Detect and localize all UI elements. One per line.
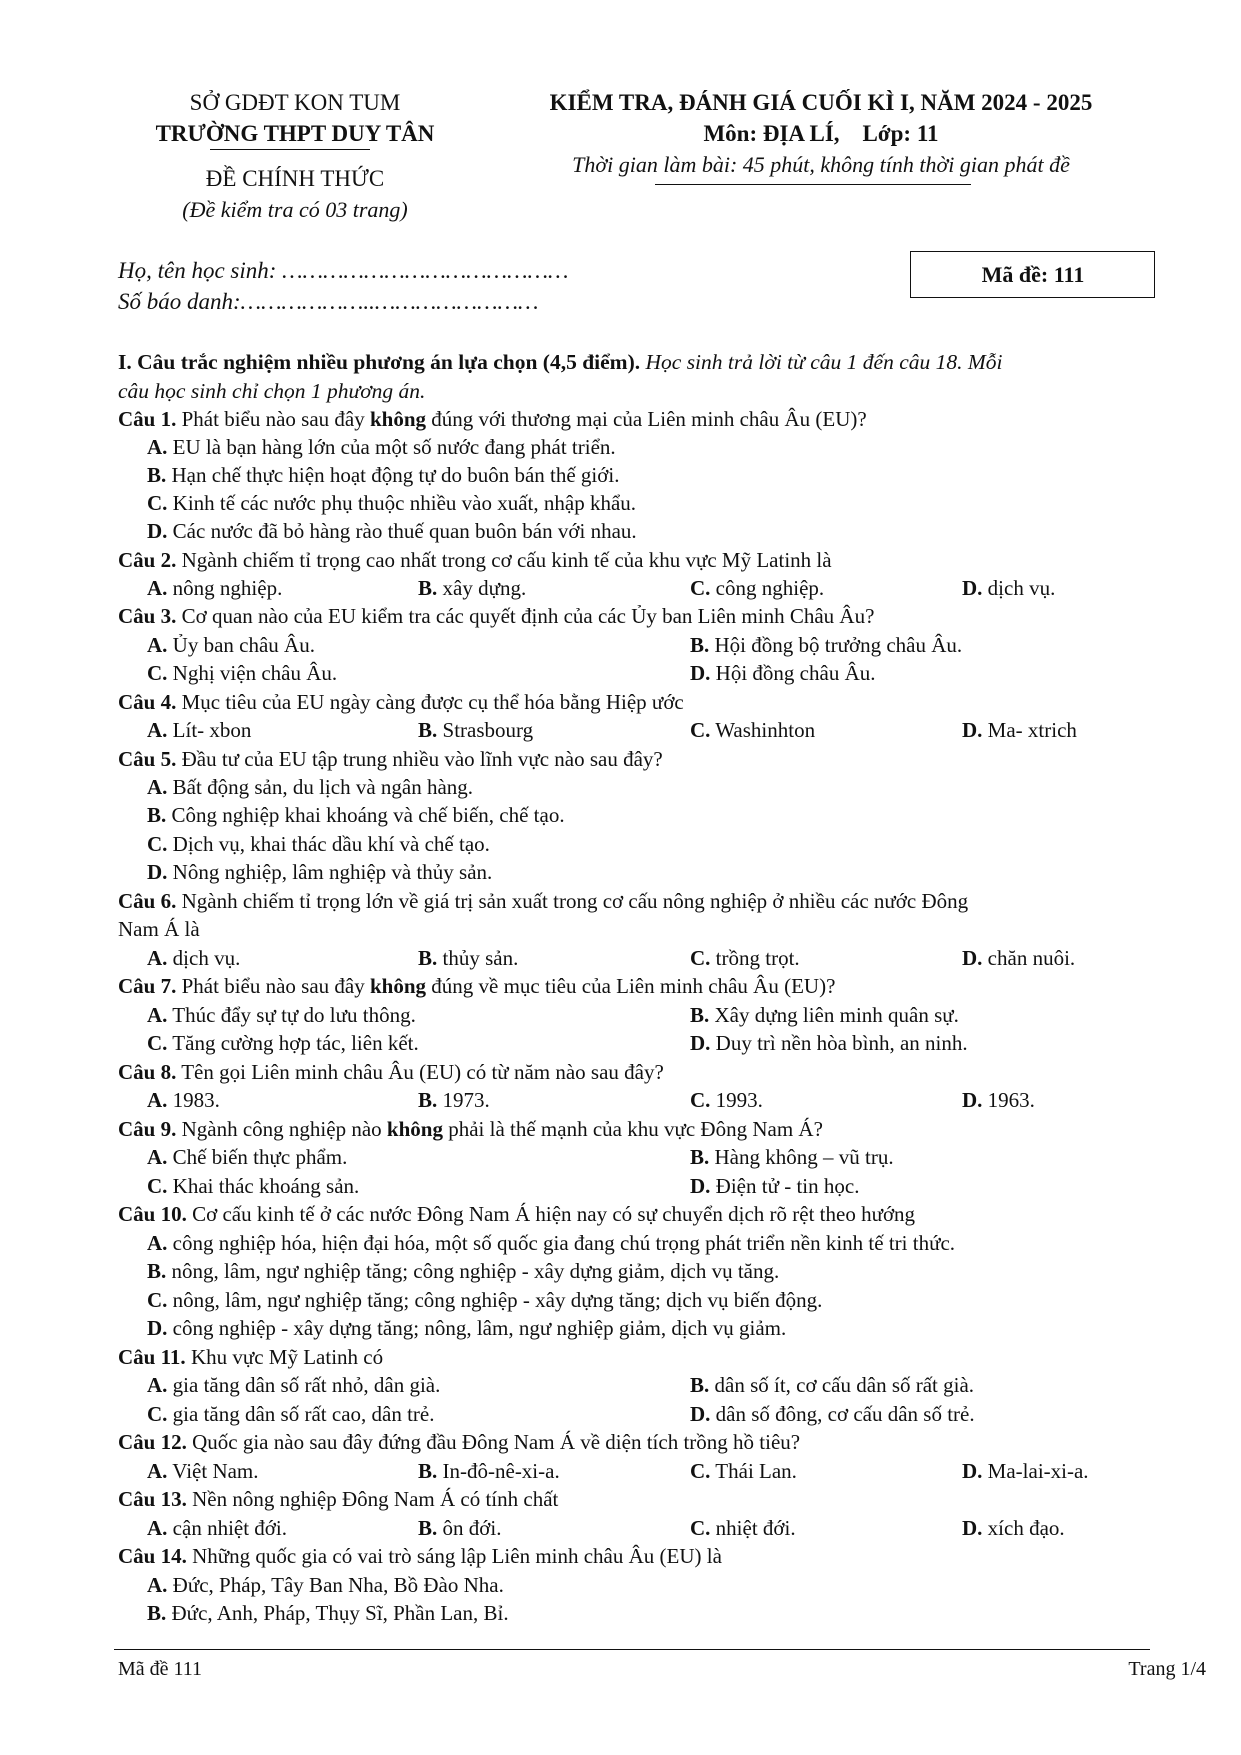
question-number: Câu 9. bbox=[118, 1117, 177, 1141]
option-text: nông, lâm, ngư nghiệp tăng; công nghiệp - xây dựng tăng; dịch vụ biến động. bbox=[172, 1288, 823, 1312]
student-id-field[interactable]: Số báo danh:………………..…………………… bbox=[118, 289, 539, 314]
option-text: nhiệt đới. bbox=[715, 1516, 796, 1540]
question-number: Câu 12. bbox=[118, 1430, 187, 1454]
option-d[interactable] bbox=[962, 1088, 1035, 1112]
option-letter: D. bbox=[147, 519, 168, 543]
option-text: cận nhiệt đới. bbox=[172, 1516, 287, 1540]
option-text: Công nghiệp khai khoáng và chế biến, chế tạo. bbox=[171, 803, 565, 827]
question-11 bbox=[118, 1345, 383, 1369]
option-letter: C. bbox=[690, 1516, 711, 1540]
option-text: Hội đồng bộ trưởng châu Âu. bbox=[714, 633, 963, 657]
option-text: Việt Nam. bbox=[172, 1459, 259, 1483]
school-underline bbox=[210, 149, 370, 150]
option-d[interactable] bbox=[147, 1316, 786, 1340]
option-text: trồng trọt. bbox=[715, 946, 800, 970]
footer-page-number: Trang 1/4 bbox=[1128, 1658, 1206, 1680]
option-d[interactable] bbox=[962, 946, 1075, 970]
question-text: phải là thế mạnh của khu vực Đông Nam Á? bbox=[442, 1117, 823, 1141]
option-text: Chế biến thực phẩm. bbox=[172, 1145, 348, 1169]
option-b[interactable] bbox=[147, 1259, 779, 1283]
option-letter: B. bbox=[418, 576, 438, 600]
option-text: Strasbourg bbox=[442, 718, 534, 742]
option-letter: A. bbox=[147, 775, 168, 799]
option-d[interactable] bbox=[690, 1402, 975, 1426]
option-b[interactable] bbox=[147, 803, 565, 827]
option-letter: D. bbox=[147, 1316, 168, 1340]
option-letter: A. bbox=[147, 1088, 168, 1112]
question-text: Khu vực Mỹ Latinh có bbox=[185, 1345, 384, 1369]
option-text: Ủy ban châu Âu. bbox=[172, 633, 315, 657]
option-text: công nghiệp - xây dựng tăng; nông, lâm, ngư nghiệp giảm, dịch vụ giảm. bbox=[172, 1316, 787, 1340]
option-text: Kinh tế các nước phụ thuộc nhiều vào xuất, nhập khẩu. bbox=[172, 491, 637, 515]
question-number: Câu 7. bbox=[118, 974, 177, 998]
subject-line bbox=[496, 121, 1146, 147]
question-number: Câu 13. bbox=[118, 1487, 187, 1511]
department-name: SỞ GDĐT KON TUM bbox=[189, 90, 401, 115]
question-text: Cơ quan nào của EU kiểm tra các quyết định của các Ủy ban Liên minh Châu Âu? bbox=[176, 604, 875, 628]
option-b[interactable] bbox=[418, 946, 518, 970]
option-b[interactable] bbox=[418, 576, 526, 600]
subject-label: Môn: ĐỊA LÍ, bbox=[703, 121, 840, 146]
option-d[interactable] bbox=[147, 860, 492, 884]
option-a[interactable] bbox=[147, 1516, 287, 1540]
option-c[interactable] bbox=[147, 661, 337, 685]
option-c[interactable] bbox=[147, 1288, 822, 1312]
option-letter: C. bbox=[690, 718, 711, 742]
option-text: Hàng không – vũ trụ. bbox=[714, 1145, 894, 1169]
question-number: Câu 5. bbox=[118, 747, 177, 771]
option-letter: B. bbox=[690, 1145, 710, 1169]
option-letter: D. bbox=[962, 1516, 983, 1540]
question-emphasis: không bbox=[369, 407, 427, 431]
option-a[interactable] bbox=[147, 1373, 440, 1397]
option-text: nông, lâm, ngư nghiệp tăng; công nghiệp - xây dựng giảm, dịch vụ tăng. bbox=[171, 1259, 780, 1283]
option-text: 1993. bbox=[715, 1088, 763, 1112]
option-c[interactable] bbox=[147, 1402, 435, 1426]
option-letter: A. bbox=[147, 1231, 168, 1255]
option-text: Tăng cường hợp tác, liên kết. bbox=[172, 1031, 419, 1055]
option-b[interactable] bbox=[418, 1459, 560, 1483]
option-text: 1983. bbox=[172, 1088, 220, 1112]
option-a[interactable] bbox=[147, 1231, 955, 1255]
option-letter: D. bbox=[962, 1459, 983, 1483]
option-d[interactable] bbox=[962, 1459, 1089, 1483]
option-a[interactable] bbox=[147, 1573, 504, 1597]
option-a[interactable] bbox=[147, 1459, 259, 1483]
question-number: Câu 2. bbox=[118, 548, 177, 572]
time-note: Thời gian làm bài: 45 phút, không tính thời gian phát đề bbox=[572, 152, 1070, 177]
option-letter: B. bbox=[147, 803, 167, 827]
question-text: Những quốc gia có vai trò sáng lập Liên minh châu Âu (EU) là bbox=[186, 1544, 722, 1568]
option-c[interactable] bbox=[690, 576, 824, 600]
question-text: Đầu tư của EU tập trung nhiều vào lĩnh vực nào sau đây? bbox=[176, 747, 663, 771]
option-letter: C. bbox=[690, 946, 711, 970]
question-text: Quốc gia nào sau đây đứng đầu Đông Nam Á về diện tích trồng hồ tiêu? bbox=[186, 1430, 801, 1454]
option-text: công nghiệp hóa, hiện đại hóa, một số quốc gia đang chú trọng phát triển nền kinh tế tri thức. bbox=[172, 1231, 956, 1255]
school-name: TRƯỜNG THPT DUY TÂN bbox=[155, 121, 435, 146]
option-text: In-đô-nê-xi-a. bbox=[442, 1459, 560, 1483]
question-8 bbox=[118, 1060, 664, 1084]
option-a[interactable] bbox=[147, 576, 282, 600]
option-a[interactable] bbox=[147, 1088, 220, 1112]
option-letter: C. bbox=[147, 1402, 168, 1426]
grade-label: Lớp: 11 bbox=[862, 121, 939, 146]
option-text: công nghiệp. bbox=[715, 576, 825, 600]
option-text: Hạn chế thực hiện hoạt động tự do buôn bán thế giới. bbox=[171, 463, 620, 487]
option-text: Duy trì nền hòa bình, an ninh. bbox=[715, 1031, 968, 1055]
option-c[interactable] bbox=[690, 1459, 797, 1483]
option-a[interactable] bbox=[147, 1145, 347, 1169]
question-text: Ngành chiếm tỉ trọng lớn về giá trị sản xuất trong cơ cấu nông nghiệp ở nhiều các nước Đông bbox=[176, 889, 969, 913]
option-letter: A. bbox=[147, 435, 168, 459]
option-a[interactable] bbox=[147, 1003, 416, 1027]
question-text: Phát biểu nào sau đây bbox=[176, 407, 370, 431]
option-letter: B. bbox=[147, 1259, 167, 1283]
option-c[interactable] bbox=[147, 491, 636, 515]
section-title: I. Câu trắc nghiệm nhiều phương án lựa chọn (4,5 điểm). bbox=[118, 350, 641, 374]
option-c[interactable] bbox=[147, 832, 490, 856]
footer-exam-code: Mã đề 111 bbox=[118, 1658, 203, 1680]
question-7 bbox=[118, 974, 835, 998]
question-2 bbox=[118, 548, 832, 572]
option-text: Dịch vụ, khai thác dầu khí và chế tạo. bbox=[172, 832, 490, 856]
option-b[interactable] bbox=[690, 1145, 894, 1169]
option-text: Các nước đã bỏ hàng rào thuế quan buôn bán với nhau. bbox=[172, 519, 637, 543]
question-emphasis: không bbox=[386, 1117, 443, 1141]
question-number: Câu 10. bbox=[118, 1202, 187, 1226]
option-letter: A. bbox=[147, 576, 168, 600]
option-letter: D. bbox=[962, 1088, 983, 1112]
question-10 bbox=[118, 1202, 915, 1226]
option-d[interactable] bbox=[690, 1174, 859, 1198]
option-d[interactable] bbox=[690, 1031, 968, 1055]
option-letter: A. bbox=[147, 1373, 168, 1397]
footer-divider bbox=[114, 1649, 1150, 1650]
option-b[interactable] bbox=[147, 1601, 509, 1625]
option-text: Thúc đẩy sự tự do lưu thông. bbox=[172, 1003, 416, 1027]
question-number: Câu 4. bbox=[118, 690, 177, 714]
option-text: chăn nuôi. bbox=[987, 946, 1076, 970]
question-text: Ngành chiếm tỉ trọng cao nhất trong cơ cấu kinh tế của khu vực Mỹ Latinh là bbox=[176, 548, 832, 572]
question-6-cont: Nam Á là bbox=[118, 917, 200, 941]
option-b[interactable] bbox=[690, 633, 962, 657]
option-a[interactable] bbox=[147, 775, 473, 799]
exam-code: Mã đề: 111 bbox=[981, 262, 1085, 287]
question-12 bbox=[118, 1430, 800, 1454]
option-text: thủy sản. bbox=[442, 946, 519, 970]
option-letter: D. bbox=[962, 576, 983, 600]
option-letter: B. bbox=[690, 1003, 710, 1027]
option-letter: B. bbox=[418, 718, 438, 742]
option-text: Ma- xtrich bbox=[987, 718, 1077, 742]
option-text: Đức, Anh, Pháp, Thụy Sĩ, Phần Lan, Bỉ. bbox=[171, 1601, 509, 1625]
option-letter: D. bbox=[147, 860, 168, 884]
question-text: Phát biểu nào sau đây bbox=[176, 974, 370, 998]
question-text: Tên gọi Liên minh châu Âu (EU) có từ năm nào sau đây? bbox=[176, 1060, 664, 1084]
option-text: Ma-lai-xi-a. bbox=[987, 1459, 1089, 1483]
question-6 bbox=[118, 889, 968, 913]
question-text: Nền nông nghiệp Đông Nam Á có tính chất bbox=[186, 1487, 559, 1511]
option-b[interactable] bbox=[418, 1516, 501, 1540]
option-text: gia tăng dân số rất cao, dân trẻ. bbox=[172, 1402, 435, 1426]
option-text: 1963. bbox=[987, 1088, 1035, 1112]
question-13 bbox=[118, 1487, 558, 1511]
option-d[interactable] bbox=[690, 661, 875, 685]
option-letter: C. bbox=[690, 576, 711, 600]
option-c[interactable] bbox=[690, 1516, 796, 1540]
option-letter: C. bbox=[147, 1174, 168, 1198]
option-letter: C. bbox=[690, 1459, 711, 1483]
option-text: Nông nghiệp, lâm nghiệp và thủy sản. bbox=[172, 860, 493, 884]
section-instruction-cont: câu học sinh chỉ chọn 1 phương án. bbox=[118, 379, 426, 403]
question-5 bbox=[118, 747, 663, 771]
option-d[interactable] bbox=[147, 519, 637, 543]
option-text: Washinhton bbox=[715, 718, 816, 742]
option-text: Điện tử - tin học. bbox=[715, 1174, 860, 1198]
option-letter: A. bbox=[147, 946, 168, 970]
question-14 bbox=[118, 1544, 722, 1568]
option-letter: C. bbox=[690, 1088, 711, 1112]
question-number: Câu 3. bbox=[118, 604, 177, 628]
option-a[interactable] bbox=[147, 946, 240, 970]
option-d[interactable] bbox=[962, 576, 1055, 600]
option-text: Khai thác khoáng sản. bbox=[172, 1174, 360, 1198]
option-letter: B. bbox=[690, 633, 710, 657]
option-letter: A. bbox=[147, 633, 168, 657]
option-text: ôn đới. bbox=[442, 1516, 502, 1540]
option-letter: A. bbox=[147, 1145, 168, 1169]
option-c[interactable] bbox=[690, 718, 815, 742]
option-text: xích đạo. bbox=[987, 1516, 1065, 1540]
option-letter: C. bbox=[147, 1288, 168, 1312]
option-text: dịch vụ. bbox=[172, 946, 241, 970]
option-text: dân số đông, cơ cấu dân số trẻ. bbox=[715, 1402, 975, 1426]
option-letter: D. bbox=[690, 661, 711, 685]
option-letter: B. bbox=[418, 1088, 438, 1112]
question-text: Mục tiêu của EU ngày càng được cụ thể hóa bằng Hiệp ước bbox=[176, 690, 684, 714]
option-letter: A. bbox=[147, 1003, 168, 1027]
option-c[interactable] bbox=[690, 946, 800, 970]
question-1 bbox=[118, 407, 867, 431]
option-c[interactable] bbox=[690, 1088, 763, 1112]
question-number: Câu 11. bbox=[118, 1345, 186, 1369]
option-b[interactable] bbox=[690, 1003, 959, 1027]
option-letter: B. bbox=[418, 946, 438, 970]
option-text: nông nghiệp. bbox=[172, 576, 283, 600]
section-instruction: Học sinh trả lời từ câu 1 đến câu 18. Mỗi bbox=[640, 350, 1003, 374]
option-letter: A. bbox=[147, 1459, 168, 1483]
option-d[interactable] bbox=[962, 718, 1077, 742]
exam-title: KIỂM TRA, ĐÁNH GIÁ CUỐI KÌ I, NĂM 2024 - 2025 bbox=[549, 90, 1093, 115]
option-letter: C. bbox=[147, 491, 168, 515]
option-letter: C. bbox=[147, 661, 168, 685]
option-text: Thái Lan. bbox=[715, 1459, 797, 1483]
option-a[interactable] bbox=[147, 435, 616, 459]
question-9 bbox=[118, 1117, 823, 1141]
official-label: ĐỀ CHÍNH THỨC bbox=[205, 166, 385, 191]
option-text: gia tăng dân số rất nhỏ, dân già. bbox=[172, 1373, 441, 1397]
question-text: đúng về mục tiêu của Liên minh châu Âu (EU)? bbox=[426, 974, 836, 998]
option-letter: B. bbox=[418, 1459, 438, 1483]
option-letter: C. bbox=[147, 832, 168, 856]
option-c[interactable] bbox=[147, 1031, 419, 1055]
student-name-field[interactable]: Họ, tên học sinh: …………………………………… bbox=[118, 258, 569, 283]
option-letter: C. bbox=[147, 1031, 168, 1055]
option-letter: B. bbox=[147, 463, 167, 487]
option-text: Nghị viện châu Âu. bbox=[172, 661, 338, 685]
question-emphasis: không bbox=[369, 974, 427, 998]
question-3 bbox=[118, 604, 874, 628]
option-text: Hội đồng châu Âu. bbox=[715, 661, 876, 685]
option-d[interactable] bbox=[962, 1516, 1065, 1540]
question-text: Cơ cấu kinh tế ở các nước Đông Nam Á hiện nay có sự chuyển dịch rõ rệt theo hướng bbox=[186, 1202, 916, 1226]
option-a[interactable] bbox=[147, 718, 251, 742]
option-text: 1973. bbox=[442, 1088, 490, 1112]
option-b[interactable] bbox=[418, 1088, 490, 1112]
option-text: dân số ít, cơ cấu dân số rất già. bbox=[714, 1373, 975, 1397]
option-text: Lít- xbon bbox=[172, 718, 252, 742]
option-b[interactable] bbox=[418, 718, 533, 742]
question-number: Câu 14. bbox=[118, 1544, 187, 1568]
option-text: Xây dựng liên minh quân sự. bbox=[714, 1003, 959, 1027]
option-letter: D. bbox=[690, 1031, 711, 1055]
option-a[interactable] bbox=[147, 633, 315, 657]
option-letter: B. bbox=[690, 1373, 710, 1397]
option-letter: D. bbox=[690, 1402, 711, 1426]
question-number: Câu 6. bbox=[118, 889, 177, 913]
option-letter: A. bbox=[147, 718, 168, 742]
option-letter: B. bbox=[147, 1601, 167, 1625]
header-underline bbox=[655, 184, 971, 185]
option-letter: B. bbox=[418, 1516, 438, 1540]
option-letter: D. bbox=[690, 1174, 711, 1198]
pages-note: (Đề kiểm tra có 03 trang) bbox=[182, 197, 408, 222]
option-text: EU là bạn hàng lớn của một số nước đang phát triển. bbox=[172, 435, 616, 459]
section-title-line bbox=[118, 350, 1003, 375]
option-b[interactable] bbox=[147, 463, 619, 487]
option-c[interactable] bbox=[147, 1174, 359, 1198]
question-4 bbox=[118, 690, 684, 714]
option-text: Bất động sản, du lịch và ngân hàng. bbox=[172, 775, 474, 799]
question-text: đúng với thương mại của Liên minh châu Âu (EU)? bbox=[426, 407, 867, 431]
question-number: Câu 8. bbox=[118, 1060, 177, 1084]
option-text: xây dựng. bbox=[442, 576, 527, 600]
option-letter: A. bbox=[147, 1516, 168, 1540]
option-letter: D. bbox=[962, 718, 983, 742]
option-text: Đức, Pháp, Tây Ban Nha, Bồ Đào Nha. bbox=[172, 1573, 504, 1597]
option-b[interactable] bbox=[690, 1373, 974, 1397]
question-text: Ngành công nghiệp nào bbox=[176, 1117, 387, 1141]
option-letter: D. bbox=[962, 946, 983, 970]
question-number: Câu 1. bbox=[118, 407, 177, 431]
option-text: dịch vụ. bbox=[987, 576, 1056, 600]
option-letter: A. bbox=[147, 1573, 168, 1597]
